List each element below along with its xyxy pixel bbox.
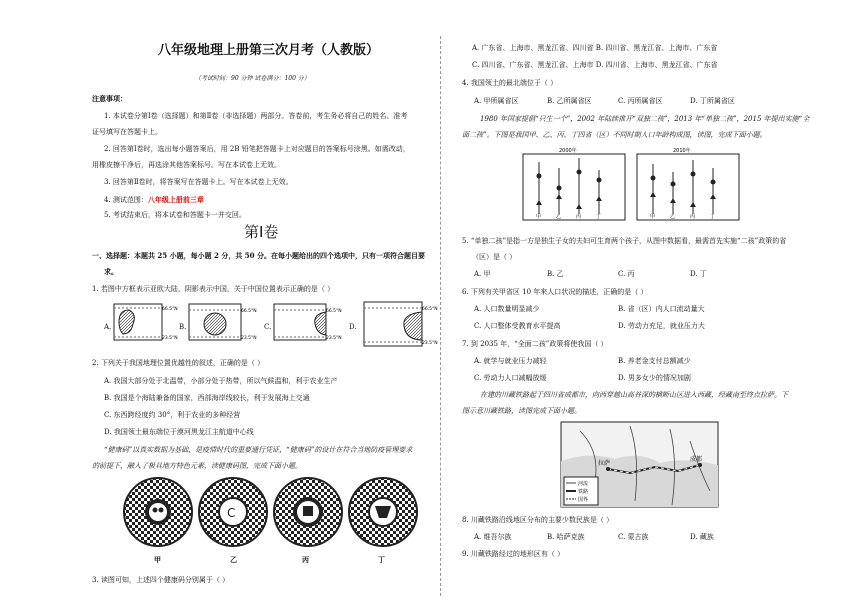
province-label: 乙 (670, 214, 676, 220)
q2-option-b: B. 我国是个海陆兼备的国家，西部海岸线较长，利于发展海上交通 (104, 394, 310, 402)
choice-intro: 一、选择题：本题共 25 小题，每小题 2 分，共 50 分。在每小题给出的四个选项中，只有一项符合题目要 (92, 251, 425, 260)
test-range: 八年级上册前三章 (147, 195, 204, 204)
q2-option-c: C. 东西跨经度约 30°，利于农业的多种经营 (104, 411, 241, 419)
province-label: 甲 (536, 214, 542, 220)
q6-option-b: B. 省（区）内人口流动量大 (618, 305, 705, 313)
q1-diagram-a (113, 302, 178, 344)
q8-option-b: B. 哈萨克族 (547, 533, 585, 541)
province-label: 乙 (556, 214, 562, 220)
q6-option-c: C. 人口整体受教育水平提高 (474, 322, 561, 330)
legend-border: 国界 (578, 497, 589, 503)
q5-option-b: B. 乙 (547, 270, 564, 278)
q4-option-d: D. 丁所属省区 (690, 97, 735, 105)
exam-info: （考试时间：90 分钟 试卷满分：100 分） (195, 75, 310, 82)
notice4-prefix: 4. 测试范围： (104, 196, 148, 204)
lat-label: 23.5°N (326, 336, 342, 341)
q7-option-c: C. 劳动力人口减幅放缓 (474, 374, 547, 382)
province-label: 丁 (710, 214, 716, 220)
qr-code-jia (124, 478, 192, 546)
chart-year: 2000年 (559, 148, 577, 154)
notice-line: 1. 本试卷分第Ⅰ卷（选择题）和第Ⅱ卷（非选择题）两部分。答卷前，考生务必将自己的姓名、准考 (104, 112, 408, 120)
passage-health-code: “健康码”以真实数据为基础，是疫情时代的重要通行凭证，“健康码”的设计在符合当地防疫管理要求 (104, 446, 413, 454)
question-5: （区）是（ ） (472, 253, 517, 261)
q1-option-d-label: D. (349, 323, 357, 331)
lat-label: 66.5°N (326, 309, 342, 314)
q8-option-c: C. 蒙古族 (618, 533, 649, 541)
qr-code-bing (274, 478, 342, 546)
passage-population: 面二孩”。下图是我国甲、乙、丙、丁四省（区）不同时期人口年龄构成图，读图，完成下面小题。 (462, 131, 767, 139)
q2-option-a: A. 我国大部分处于北温带，小部分处于热带，所以气候温和，利于农业生产 (104, 377, 338, 385)
notice-line: 3. 回答第Ⅱ卷时，将答案写在答题卡上。写在本试卷上无效。 (104, 178, 293, 186)
notice-line: 5. 考试结束后，将本试卷和答题卡一并交回。 (104, 211, 246, 219)
notice-line: 用橡皮擦干净后，再选涂其他答案标号。写在本试卷上无效。 (92, 161, 281, 169)
province-label: 丙 (576, 214, 582, 220)
q4-option-a: A. 甲所属省区 (474, 97, 519, 105)
q7-option-d: D. 男多女少的情况加剧 (618, 374, 691, 382)
question-1: 1. 若图中方框表示亚欧大陆，阴影表示中国，关于中国位置表示正确的是（ ） (92, 285, 335, 293)
map-label-lhasa: 拉萨 (598, 460, 611, 467)
chart-2000 (523, 147, 625, 220)
passage-railway: 在建的川藏铁路起于四川省成都市，向西穿越山高谷深的横断山区进入西藏，经藏南至终点拉萨。下 (480, 391, 788, 399)
question-6: 6. 下列有关甲省区 10 年来人口状况的描述，正确的是（ ） (462, 288, 648, 296)
q1-diagram-b (188, 302, 258, 344)
province-label: 丁 (596, 214, 602, 220)
q5-option-c: C. 丙 (618, 270, 635, 278)
question-2: 2. 下列关于我国地理位置优越性的叙述，正确的是（ ） (92, 359, 265, 367)
q1-option-c-label: C. (264, 323, 272, 331)
health-code-images (120, 474, 420, 556)
map-label-chengdu: 成都 (690, 456, 703, 463)
q6-option-d: D. 劳动力充足，就业压力大 (618, 322, 705, 330)
q8-option-d: D. 藏族 (690, 533, 714, 541)
chart-2010 (637, 147, 739, 220)
passage-railway: 图示意川藏铁路，读图完成下面小题。 (462, 407, 581, 415)
province-label: 甲 (650, 214, 656, 220)
q1-diagram-c (273, 302, 343, 344)
q4-option-c: C. 丙所属省区 (618, 97, 663, 105)
q1-option-b-label: B. (179, 323, 187, 331)
q3-options-ab: A. 广东省、上海市、黑龙江省、四川省 B. 四川省、黑龙江省、上海市、广东省 (472, 44, 718, 52)
province-label: 丙 (690, 214, 696, 220)
qr-label-bing: 丙 (302, 555, 309, 564)
q7-option-a: A. 就学与就业压力减轻 (474, 357, 547, 365)
lat-label: 23.5°N (241, 336, 257, 341)
section-title: 第Ⅰ卷 (244, 223, 279, 241)
population-age-charts (515, 148, 745, 228)
question-7: 7. 到 2035 年，“全面二孩”政策将使我国（ ） (462, 340, 608, 348)
q2-option-d: D. 我国领土最东端位于漠河黑龙江主航道中心线 (104, 428, 254, 436)
q3-options-cd: C. 四川省、广东省、黑龙江省、上海市 D. 四川省、上海市、黑龙江省、广东省 (472, 61, 718, 69)
q6-option-a: A. 人口数量明显减少 (474, 305, 540, 313)
lat-label: 66.5°N (241, 309, 257, 314)
lat-label: 66.5°N (162, 307, 178, 312)
svg-text:C: C (227, 506, 236, 520)
question-5: 5. “单独二孩”是指一方是独生子女的夫妇可生育两个孩子，从图中数据看，最需首先实施“二孩”政策的省 (462, 237, 787, 245)
q7-option-b: B. 养老金支付总额减少 (618, 357, 691, 365)
q4-option-b: B. 乙所属省区 (547, 97, 592, 105)
qr-label-yi: 乙 (230, 555, 237, 564)
q8-option-a: A. 维吾尔族 (474, 533, 512, 541)
choice-intro: 求。 (104, 267, 118, 276)
notice-heading: 注意事项： (92, 94, 127, 103)
question-9: 9. 川藏铁路经过的地形区有（ ） (462, 550, 565, 558)
passage-population: 1980 年国家提倡“只生一个”，2002 年陆续推开“双独二孩”，2013 年“单独二孩”，2015 年提出实施“全 (480, 115, 810, 123)
sichuan-tibet-railway-map (560, 421, 720, 509)
q5-option-a: A. 甲 (474, 270, 491, 278)
notice-line: 2. 回答第Ⅰ卷时，选出每小题答案后，用 2B 铅笔把答题卡上对应题目的答案标号涂黑。如需改动， (104, 145, 410, 153)
qr-code-yi (199, 478, 267, 546)
exam-title: 八年级地理上册第三次月考（人教版） (158, 43, 380, 58)
column-divider (440, 36, 441, 596)
passage-health-code: 的前提下，融入了极具地方特色元素，读健康码图，完成下面小题。 (92, 462, 302, 470)
qr-code-ding (349, 478, 417, 546)
q5-option-d: D. 丁 (690, 270, 707, 278)
q1-diagram-d (362, 298, 438, 350)
question-3: 3. 读图可知，上述四个健康码分别属于（ ） (92, 576, 230, 584)
map-legend (564, 477, 598, 505)
lat-label: 23.5°N (162, 336, 178, 341)
legend-river: 河流 (578, 481, 589, 487)
question-4: 4. 我国领土的最北端位于（ ） (462, 79, 558, 87)
notice-line: 证号填写在答题卡上。 (92, 128, 162, 136)
qr-label-ding: 丁 (378, 555, 385, 564)
notice-line (104, 195, 204, 205)
qr-label-jia: 甲 (154, 555, 161, 564)
q1-option-a-label: A. (104, 323, 112, 331)
legend-railway: 铁路 (578, 489, 589, 495)
lat-label: 66.5°N (422, 307, 438, 312)
lat-label: 23.5°N (422, 341, 438, 346)
chart-year: 2010年 (673, 148, 691, 154)
question-8: 8. 川藏铁路沿线地区分布的主要少数民族是（ ） (462, 516, 614, 524)
